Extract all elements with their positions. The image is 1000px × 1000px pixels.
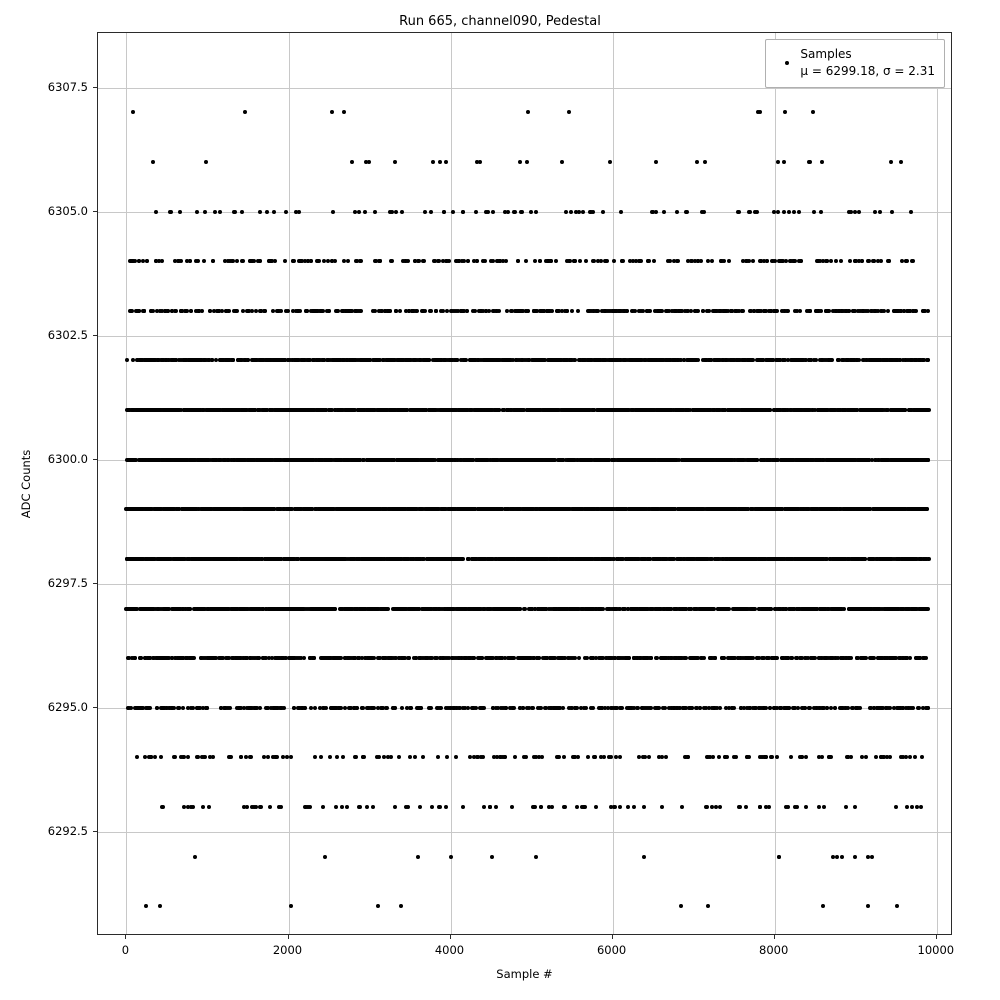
gridline-vertical	[613, 33, 614, 934]
x-tick-mark	[936, 935, 937, 939]
gridline-vertical	[289, 33, 290, 934]
legend-stats-text: μ = 6299.18, σ = 2.31	[800, 64, 935, 79]
gridline-vertical	[451, 33, 452, 934]
y-tick-label: 6305.0	[47, 203, 88, 218]
plot-area	[97, 32, 952, 935]
gridline-horizontal	[98, 832, 951, 833]
x-tick-label: 0	[121, 943, 130, 957]
legend-series-name: Samples	[800, 47, 852, 61]
gridline-horizontal	[98, 212, 951, 213]
y-tick-label: 6307.5	[47, 79, 88, 94]
x-tick-label: 8000	[759, 943, 789, 957]
y-tick-label: 6302.5	[47, 327, 88, 342]
y-tick-label: 6292.5	[47, 823, 88, 838]
y-tick-label: 6300.0	[47, 451, 88, 466]
y-tick-mark	[93, 459, 97, 460]
legend	[765, 39, 945, 88]
y-tick-mark	[93, 87, 97, 88]
y-tick-mark	[93, 707, 97, 708]
y-tick-label: 6297.5	[47, 575, 88, 590]
gridline-vertical	[775, 33, 776, 934]
x-tick-label: 10000	[917, 943, 955, 957]
x-tick-mark	[612, 935, 613, 939]
x-tick-label: 2000	[272, 943, 303, 957]
chart-title: Run 665, channel090, Pedestal	[399, 14, 601, 29]
x-tick-mark	[288, 935, 289, 939]
x-tick-mark	[450, 935, 451, 939]
gridline-horizontal	[98, 336, 951, 337]
y-tick-mark	[93, 211, 97, 212]
y-tick-mark	[93, 335, 97, 336]
x-tick-mark	[125, 935, 126, 939]
y-tick-mark	[93, 831, 97, 832]
gridline-horizontal	[98, 584, 951, 585]
x-axis-label: Sample #	[496, 967, 553, 981]
x-tick-mark	[774, 935, 775, 939]
legend-marker-icon	[774, 61, 800, 65]
gridline-vertical	[937, 33, 938, 934]
y-axis-label: ADC Counts	[19, 449, 33, 518]
gridline-vertical	[126, 33, 127, 934]
y-tick-label: 6295.0	[47, 699, 88, 714]
x-tick-label: 4000	[434, 943, 465, 957]
y-tick-mark	[93, 583, 97, 584]
legend-entry	[774, 46, 935, 81]
x-tick-label: 6000	[596, 943, 627, 957]
